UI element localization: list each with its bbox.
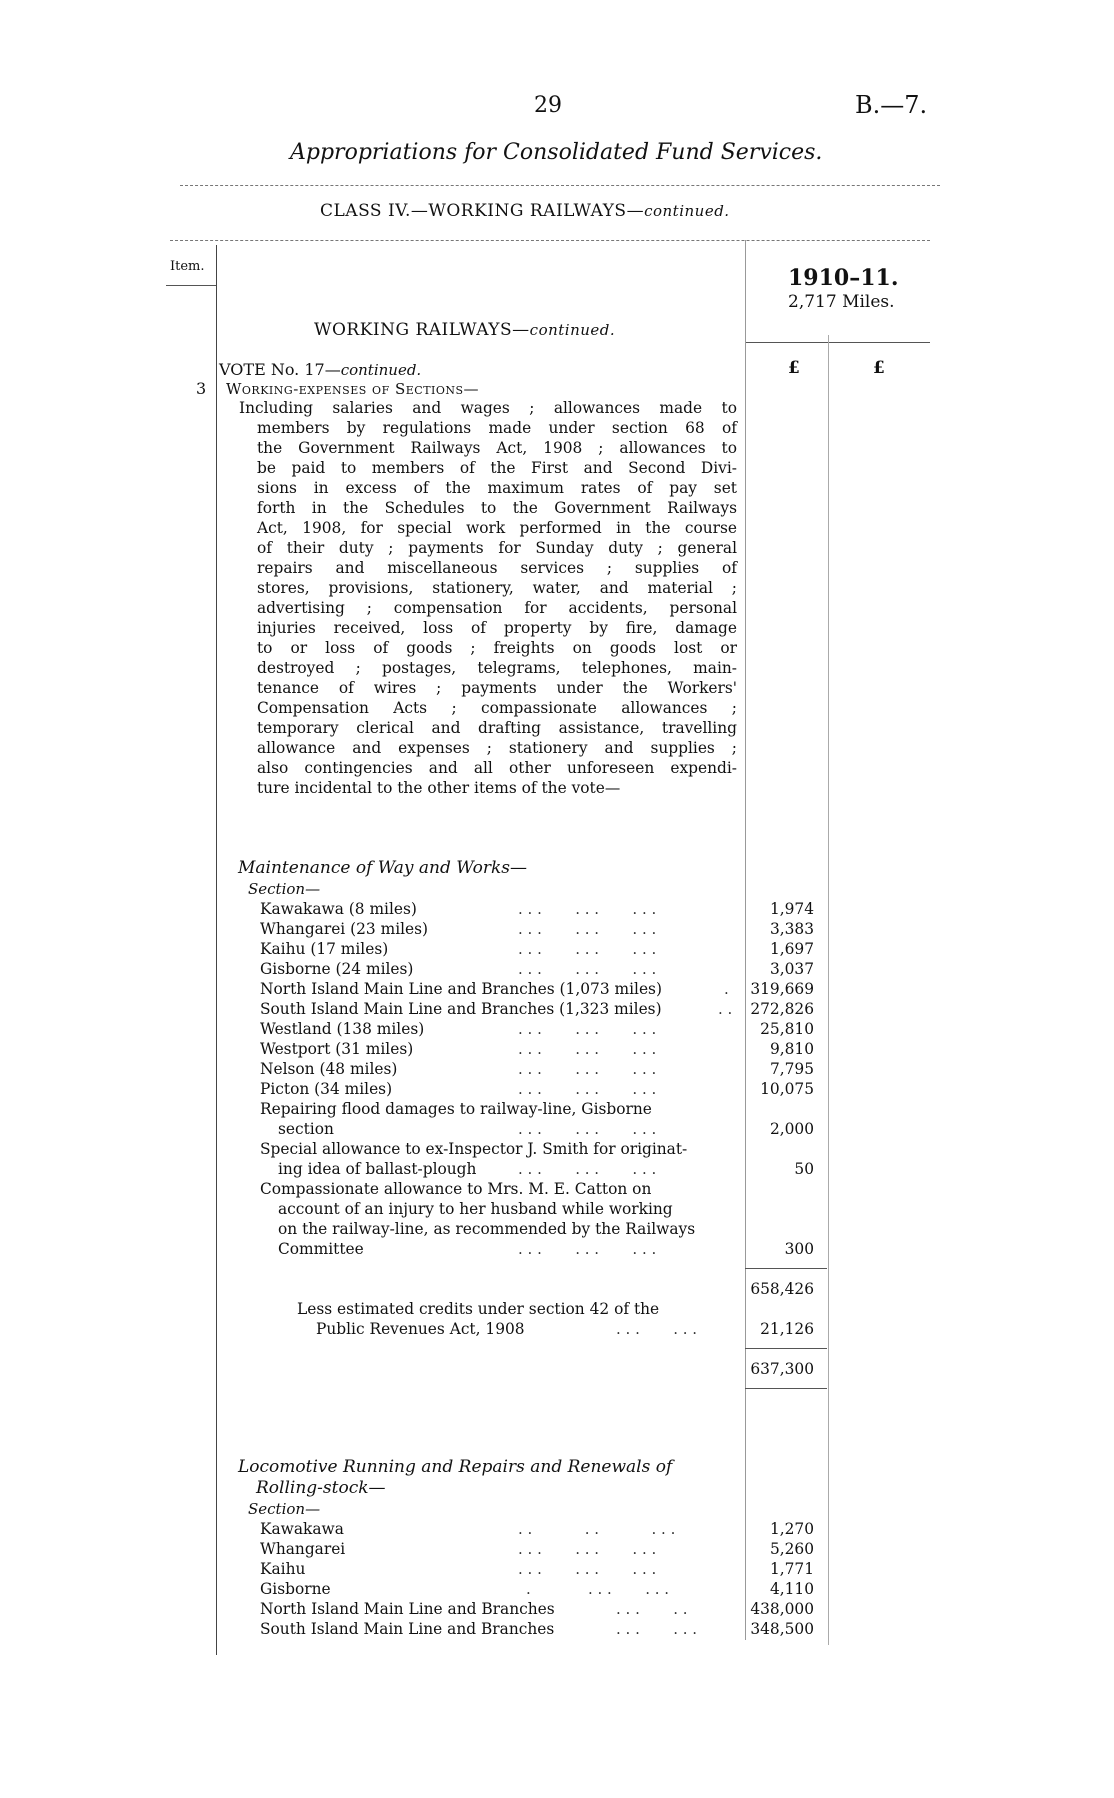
locomotive-row-value: 4,110 (769, 1580, 814, 1598)
description-line: Compensation Acts ; compassionate allowances ; (257, 699, 737, 717)
leader-dots: . . (718, 1000, 733, 1018)
description-line: the Government Railways Act, 1908 ; allowances to (257, 439, 737, 457)
description-line: members by regulations made under section 68 of (257, 419, 737, 437)
locomotive-row-label: Whangarei (260, 1540, 346, 1558)
column-header-rule (745, 342, 930, 343)
leader-dots: . . . . . . . . . (518, 940, 657, 958)
working-expenses-heading: Working-expenses of Sections— (226, 380, 480, 398)
leader-dots: . (724, 980, 729, 998)
maintenance-row-value: 3,383 (769, 920, 814, 938)
leader-dots: . . . . . . (616, 1620, 698, 1638)
maintenance-row-label: North Island Main Line and Branches (1,073 miles) (260, 980, 662, 998)
locomotive-row-value: 1,771 (769, 1560, 814, 1578)
locomotive-heading-cont: Rolling-stock— (256, 1478, 386, 1498)
description-line: to or loss of goods ; freights on goods lost or (257, 639, 737, 657)
maintenance-row-value: 10,075 (760, 1080, 814, 1098)
description-line: temporary clerical and drafting assistance, travelling (257, 719, 737, 737)
smith-allowance-line: ing idea of ballast-plough (278, 1160, 477, 1178)
vote-line (219, 360, 421, 379)
leader-dots: . . . . . . . . . (518, 1120, 657, 1138)
document-code: B.—7. (855, 91, 928, 119)
description-line: also contingencies and all other unforeseen expendi- (257, 759, 737, 777)
leader-dots: . . . . . . . . . (518, 1560, 657, 1578)
maintenance-row-value: 319,669 (750, 980, 814, 998)
maintenance-row-value: 1,697 (769, 940, 814, 958)
leader-dots: . . . . . . (616, 1320, 698, 1338)
locomotive-heading: Locomotive Running and Repairs and Renewals of (238, 1457, 673, 1477)
page-title: Appropriations for Consolidated Fund Services. (290, 140, 823, 165)
maintenance-row-value: 1,974 (769, 900, 814, 918)
section-heading-text: WORKING RAILWAYS— (314, 320, 530, 340)
leader-dots: . . . . . . . . . (518, 1060, 657, 1078)
description-line: repairs and miscellaneous services ; supplies of (257, 559, 737, 577)
description-line: injuries received, loss of property by fire, damage (257, 619, 737, 637)
flood-damages-line: Repairing flood damages to railway-line, Gisborne (260, 1100, 652, 1118)
credits-line: Less estimated credits under section 42 of the (297, 1300, 660, 1318)
flood-damages-value: 2,000 (769, 1120, 814, 1138)
maintenance-row-value: 3,037 (769, 960, 814, 978)
vote-continued: continued. (340, 361, 422, 379)
locomotive-section-label: Section— (248, 1500, 321, 1518)
total-rule (745, 1348, 827, 1349)
smith-allowance-line: Special allowance to ex-Inspector J. Smith for originat- (260, 1140, 688, 1158)
item-column-label: Item. (170, 259, 205, 274)
leader-dots: . . . . . . . . . (518, 1040, 657, 1058)
description-line: tenance of wires ; payments under the Workers' (257, 679, 737, 697)
maintenance-row-value: 7,795 (769, 1060, 814, 1078)
catton-allowance-line: Compassionate allowance to Mrs. M. E. Catton on (260, 1180, 652, 1198)
maintenance-row-label: Picton (34 miles) (260, 1080, 393, 1098)
section-heading (314, 320, 615, 340)
leader-dots: . . . . . . . (526, 1580, 670, 1598)
catton-allowance-line: Committee (278, 1240, 364, 1258)
locomotive-row-label: South Island Main Line and Branches (260, 1620, 555, 1638)
maintenance-row-label: Westland (138 miles) (260, 1020, 425, 1038)
locomotive-row-label: Gisborne (260, 1580, 331, 1598)
maintenance-row-label: Westport (31 miles) (260, 1040, 414, 1058)
page-number: 29 (534, 93, 562, 118)
maintenance-row-label: Kaihu (17 miles) (260, 940, 389, 958)
description-line: Act, 1908, for special work performed in the course (257, 519, 737, 537)
leader-dots: . . . . . . . . . (518, 920, 657, 938)
maintenance-row-label: South Island Main Line and Branches (1,323 miles) (260, 1000, 662, 1018)
description-line: advertising ; compensation for accidents, personal (257, 599, 737, 617)
description-line: Including salaries and wages ; allowances made to (239, 399, 737, 417)
vote-text: VOTE No. 17— (219, 360, 341, 379)
locomotive-row-label: North Island Main Line and Branches (260, 1600, 555, 1618)
total-underline (745, 1388, 827, 1389)
item-number: 3 (196, 379, 207, 398)
section-heading-continued: continued. (529, 321, 616, 339)
leader-dots: . . . . . . . . . (518, 1240, 657, 1258)
leader-dots: . . . . . . . . . (518, 1020, 657, 1038)
description-line: destroyed ; postages, telegrams, telephones, main- (257, 659, 737, 677)
class-heading (320, 201, 730, 221)
description-line: ture incidental to the other items of the vote— (257, 779, 621, 797)
leader-dots: . . . . . . . . . (518, 900, 657, 918)
class-heading-continued: continued. (644, 202, 730, 220)
description-line: of their duty ; payments for Sunday duty ; general (257, 539, 737, 557)
year-heading: 1910–11. (788, 265, 899, 291)
leader-dots: . . . . . . . (518, 1520, 676, 1538)
description-line: sions in excess of the maximum rates of pay set (257, 479, 737, 497)
header-rule (180, 185, 940, 186)
leader-dots: . . . . . . . . . (518, 960, 657, 978)
currency-label-left: £ (788, 358, 800, 378)
flood-damages-line: section (278, 1120, 334, 1138)
leader-dots: . . . . . . . . . (518, 1160, 657, 1178)
maintenance-row-value: 25,810 (760, 1020, 814, 1038)
description-line: allowance and expenses ; stationery and supplies ; (257, 739, 737, 757)
item-column-rule (216, 245, 217, 1655)
description-line: forth in the Schedules to the Government Railways (257, 499, 737, 517)
locomotive-row-label: Kaihu (260, 1560, 306, 1578)
smith-allowance-value: 50 (794, 1160, 814, 1178)
catton-allowance-value: 300 (784, 1240, 814, 1258)
credits-line: Public Revenues Act, 1908 (316, 1320, 525, 1338)
catton-allowance-line: account of an injury to her husband while working (278, 1200, 673, 1218)
leader-dots: . . . . . . . . . (518, 1080, 657, 1098)
maintenance-heading: Maintenance of Way and Works— (238, 858, 527, 878)
leader-dots: . . . . . . . . . (518, 1540, 657, 1558)
maintenance-section-label: Section— (248, 880, 321, 898)
maintenance-row-label: Gisborne (24 miles) (260, 960, 414, 978)
description-line: stores, provisions, stationery, water, and material ; (257, 579, 737, 597)
locomotive-row-value: 348,500 (750, 1620, 814, 1638)
locomotive-row-value: 438,000 (750, 1600, 814, 1618)
locomotive-row-value: 1,270 (769, 1520, 814, 1538)
credits-value: 21,126 (760, 1320, 814, 1338)
description-line: be paid to members of the First and Second Divi- (257, 459, 737, 477)
description-paragraph (239, 398, 737, 798)
locomotive-row-label: Kawakawa (260, 1520, 344, 1538)
maintenance-row-value: 9,810 (769, 1040, 814, 1058)
maintenance-subtotal: 658,426 (750, 1280, 814, 1298)
amount-column-rule-right (828, 335, 829, 1645)
locomotive-row-value: 5,260 (769, 1540, 814, 1558)
currency-label-right: £ (873, 358, 885, 378)
leader-dots: . . . . . (616, 1600, 688, 1618)
catton-allowance-line: on the railway-line, as recommended by the Railways (278, 1220, 696, 1238)
class-heading-text: CLASS IV.—WORKING RAILWAYS— (320, 201, 645, 221)
item-label-underline (166, 285, 216, 286)
maintenance-row-label: Kawakawa (8 miles) (260, 900, 417, 918)
maintenance-row-value: 272,826 (750, 1000, 814, 1018)
maintenance-row-label: Whangarei (23 miles) (260, 920, 429, 938)
maintenance-row-label: Nelson (48 miles) (260, 1060, 398, 1078)
maintenance-total: 637,300 (750, 1360, 814, 1378)
subtotal-rule (745, 1268, 827, 1269)
miles-heading: 2,717 Miles. (788, 292, 895, 312)
class-rule (170, 240, 930, 241)
